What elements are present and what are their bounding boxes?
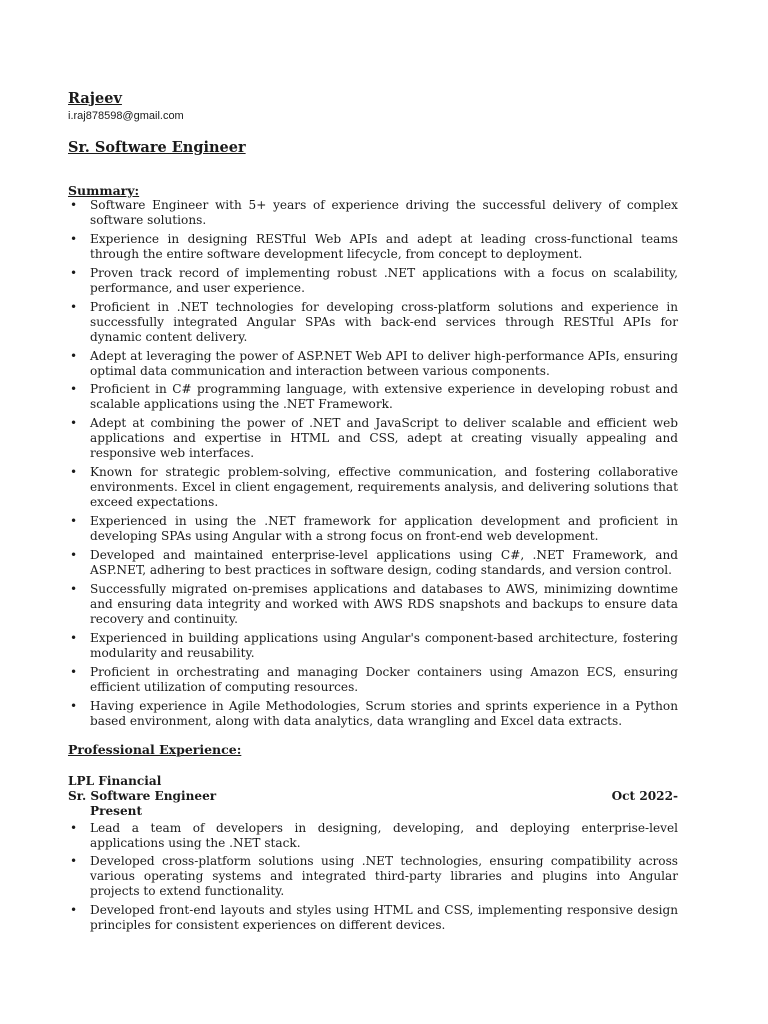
summary-item-text: Proficient in .NET technologies for developing cross-platform solutions and experience in successfully integrated Angular SPAs with back-end services through RESTful APIs for dynamic content delivery. [90, 299, 678, 344]
job-dates-continued: Present [90, 803, 143, 818]
list-item [68, 665, 678, 695]
job-entry [68, 774, 678, 934]
job-dates: Oct 2022- [611, 788, 678, 803]
summary-item-text: Adept at leveraging the power of ASP.NET Web API to deliver high-performance APIs, ensuring optimal data communication and interaction between various components. [90, 348, 678, 378]
bullet-icon: • [70, 854, 78, 869]
list-item [68, 416, 678, 461]
job-item-text: Developed cross-platform solutions using .NET technologies, ensuring compatibility across various operating systems and integrated third-party libraries and plugins into Angular projects to extend functionality. [90, 854, 678, 899]
candidate-name: Rajeev [68, 90, 122, 107]
bullet-icon: • [70, 820, 78, 835]
candidate-email: i.raj878598@gmail.com [68, 110, 184, 122]
list-item [68, 382, 678, 412]
list-item [68, 514, 678, 544]
summary-item-text: Proficient in orchestrating and managing Docker containers using Amazon ECS, ensuring efficient utilization of computing resources. [90, 664, 678, 694]
bullet-icon: • [70, 265, 78, 280]
list-item [68, 266, 678, 296]
summary-item-text: Successfully migrated on-premises applications and databases to AWS, minimizing downtime and ensuring data integrity and worked with AWS RDS snapshots and backups to ensure data recovery and continuity. [90, 581, 678, 626]
list-item [68, 232, 678, 262]
bullet-icon: • [70, 382, 78, 397]
list-item [68, 349, 678, 379]
summary-item-text: Developed and maintained enterprise-level applications using C#, .NET Framework, and ASP.NET, adhering to best practices in software design, coding standards, and version control. [90, 548, 678, 578]
list-item [68, 582, 678, 627]
list-item [68, 631, 678, 661]
summary-item-text: Adept at combining the power of .NET and JavaScript to deliver scalable and efficient web applications and expertise in HTML and CSS, adept at creating visually appealing and responsive web interfaces. [90, 416, 678, 461]
summary-item-text: Experience in designing RESTful Web APIs and adept at leading cross-functional teams through the entire software development lifecycle, from concept to deployment. [90, 231, 678, 261]
bullet-icon: • [70, 664, 78, 679]
resume-page [68, 90, 678, 937]
job-item-text: Lead a team of developers in designing, developing, and deploying enterprise-level applications using the .NET stack. [90, 820, 678, 850]
list-item [68, 300, 678, 345]
bullet-icon: • [70, 348, 78, 363]
summary-heading: Summary: [68, 183, 140, 198]
list-item [68, 903, 678, 933]
bullet-icon: • [70, 698, 78, 713]
bullet-icon: • [70, 581, 78, 596]
summary-item-text: Software Engineer with 5+ years of experience driving the successful delivery of complex software solutions. [90, 198, 678, 227]
bullet-icon: • [70, 416, 78, 431]
summary-item-text: Proven track record of implementing robust .NET applications with a focus on scalability, performance, and user experience. [90, 265, 678, 295]
list-item [68, 548, 678, 578]
list-item [68, 699, 678, 729]
list-item [68, 465, 678, 510]
summary-item-text: Known for strategic problem-solving, effective communication, and fostering collaborative environments. Excel in client engagement, requirements analysis, and delivering solutions that exceed expectations. [90, 465, 678, 510]
bullet-icon: • [70, 548, 78, 563]
summary-item-text: Having experience in Agile Methodologies, Scrum stories and sprints experience in a Python based environment, along with data analytics, data wrangling and Excel data extracts. [90, 698, 678, 728]
job-role: Sr. Software Engineer [68, 788, 217, 803]
bullet-icon: • [70, 198, 78, 212]
job-title-row [68, 789, 678, 804]
bullet-icon: • [70, 299, 78, 314]
company-name: LPL Financial [68, 773, 162, 788]
bullet-icon: • [70, 630, 78, 645]
summary-item-text: Proficient in C# programming language, with extensive experience in developing robust and scalable applications using the .NET Framework. [90, 382, 678, 412]
list-item [68, 821, 678, 851]
bullet-icon: • [70, 465, 78, 480]
bullet-icon: • [70, 903, 78, 918]
job-responsibilities [68, 821, 678, 934]
bullet-icon: • [70, 514, 78, 529]
candidate-title: Sr. Software Engineer [68, 139, 246, 156]
list-item [68, 854, 678, 899]
bullet-icon: • [70, 231, 78, 246]
list-item [68, 198, 678, 228]
summary-item-text: Experienced in building applications using Angular's component-based architecture, fostering modularity and reusability. [90, 630, 678, 660]
summary-item-text: Experienced in using the .NET framework for application development and proficient in developing SPAs using Angular with a strong focus on front-end web development. [90, 514, 678, 544]
experience-heading: Professional Experience: [68, 741, 242, 757]
summary-list [68, 198, 678, 729]
job-item-text: Developed front-end layouts and styles using HTML and CSS, implementing responsive design principles for consistent experiences on different devices. [90, 903, 678, 933]
